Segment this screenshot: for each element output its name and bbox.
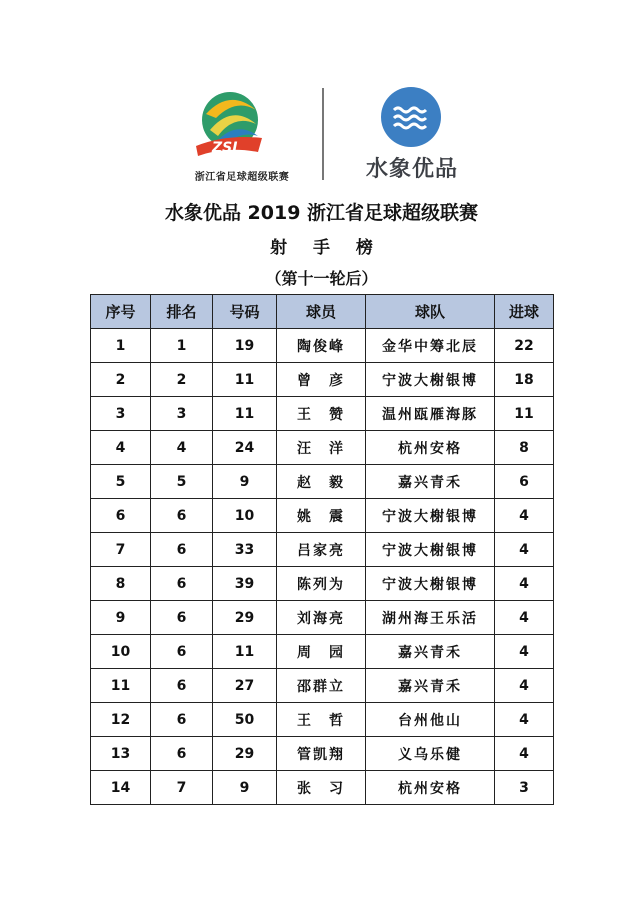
- cell-team: 宁波大榭银博: [366, 533, 495, 567]
- table-row: [91, 669, 554, 703]
- header-index: 序号: [91, 295, 151, 329]
- cell-goals: 3: [495, 771, 554, 805]
- cell-rank: 7: [151, 771, 213, 805]
- cell-index: 4: [91, 431, 151, 465]
- logo-divider: [322, 88, 324, 180]
- cell-number: 10: [213, 499, 277, 533]
- table-row: [91, 363, 554, 397]
- cell-rank: 6: [151, 737, 213, 771]
- cell-player: 周 园: [277, 635, 366, 669]
- cell-goals: 11: [495, 397, 554, 431]
- cell-goals: 4: [495, 635, 554, 669]
- cell-goals: 4: [495, 499, 554, 533]
- cell-team: 宁波大榭银博: [366, 363, 495, 397]
- cell-team: 嘉兴青禾: [366, 635, 495, 669]
- cell-goals: 4: [495, 669, 554, 703]
- cell-number: 9: [213, 771, 277, 805]
- cell-player: 王 赞: [277, 397, 366, 431]
- cell-team: 宁波大榭银博: [366, 567, 495, 601]
- cell-index: 6: [91, 499, 151, 533]
- cell-goals: 4: [495, 703, 554, 737]
- table-row: [91, 499, 554, 533]
- cell-number: 33: [213, 533, 277, 567]
- header-player: 球员: [277, 295, 366, 329]
- cell-team: 义乌乐健: [366, 737, 495, 771]
- cell-rank: 6: [151, 499, 213, 533]
- cell-rank: 5: [151, 465, 213, 499]
- cell-rank: 2: [151, 363, 213, 397]
- zsl-league-logo: [186, 84, 298, 184]
- cell-rank: 3: [151, 397, 213, 431]
- cell-number: 50: [213, 703, 277, 737]
- cell-goals: 4: [495, 601, 554, 635]
- table-row: [91, 465, 554, 499]
- cell-rank: 6: [151, 635, 213, 669]
- cell-index: 2: [91, 363, 151, 397]
- cell-goals: 8: [495, 431, 554, 465]
- cell-team: 杭州安格: [366, 431, 495, 465]
- cell-player: 陈列为: [277, 567, 366, 601]
- cell-index: 3: [91, 397, 151, 431]
- logo-header: [0, 0, 643, 195]
- table-header-row: [91, 295, 554, 329]
- cell-number: 29: [213, 601, 277, 635]
- cell-number: 11: [213, 397, 277, 431]
- header-goals: 进球: [495, 295, 554, 329]
- cell-player: 管凯翔: [277, 737, 366, 771]
- cell-rank: 6: [151, 703, 213, 737]
- cell-rank: 6: [151, 533, 213, 567]
- scorers-table: [90, 294, 554, 805]
- table-row: [91, 635, 554, 669]
- table-row: [91, 329, 554, 363]
- table-row: [91, 703, 554, 737]
- table-row: [91, 397, 554, 431]
- cell-player: 曾 彦: [277, 363, 366, 397]
- round-label: （第十一轮后）: [265, 269, 378, 288]
- water-waves-icon: [380, 86, 442, 148]
- cell-player: 刘海亮: [277, 601, 366, 635]
- cell-player: 姚 震: [277, 499, 366, 533]
- table-row: [91, 533, 554, 567]
- cell-index: 14: [91, 771, 151, 805]
- cell-number: 29: [213, 737, 277, 771]
- cell-goals: 4: [495, 737, 554, 771]
- cell-player: 吕家亮: [277, 533, 366, 567]
- cell-rank: 6: [151, 669, 213, 703]
- cell-rank: 1: [151, 329, 213, 363]
- zsl-caption: 浙江省足球超级联赛: [194, 172, 290, 183]
- cell-player: 赵 毅: [277, 465, 366, 499]
- header-number: 号码: [213, 295, 277, 329]
- sponsor-logo: [352, 86, 472, 186]
- document-subtitle: 射 手 榜: [270, 238, 383, 258]
- cell-goals: 4: [495, 567, 554, 601]
- cell-number: 9: [213, 465, 277, 499]
- cell-player: 邵群立: [277, 669, 366, 703]
- cell-goals: 22: [495, 329, 554, 363]
- cell-index: 1: [91, 329, 151, 363]
- cell-number: 11: [213, 363, 277, 397]
- cell-team: 宁波大榭银博: [366, 499, 495, 533]
- table-row: [91, 567, 554, 601]
- cell-goals: 6: [495, 465, 554, 499]
- cell-index: 13: [91, 737, 151, 771]
- header-team: 球队: [366, 295, 495, 329]
- cell-rank: 6: [151, 567, 213, 601]
- cell-team: 湖州海王乐活: [366, 601, 495, 635]
- sponsor-name: 水象优品: [365, 157, 458, 182]
- cell-player: 陶俊峰: [277, 329, 366, 363]
- table-row: [91, 771, 554, 805]
- cell-team: 嘉兴青禾: [366, 465, 495, 499]
- cell-index: 11: [91, 669, 151, 703]
- cell-number: 24: [213, 431, 277, 465]
- cell-rank: 6: [151, 601, 213, 635]
- cell-rank: 4: [151, 431, 213, 465]
- header-rank: 排名: [151, 295, 213, 329]
- cell-player: 王 哲: [277, 703, 366, 737]
- svg-text:ZSL: ZSL: [212, 140, 242, 156]
- table-row: [91, 737, 554, 771]
- cell-index: 7: [91, 533, 151, 567]
- cell-index: 8: [91, 567, 151, 601]
- cell-player: 汪 洋: [277, 431, 366, 465]
- cell-number: 39: [213, 567, 277, 601]
- cell-player: 张 习: [277, 771, 366, 805]
- cell-number: 11: [213, 635, 277, 669]
- table-row: [91, 601, 554, 635]
- cell-goals: 4: [495, 533, 554, 567]
- cell-index: 9: [91, 601, 151, 635]
- zsl-swirl-icon: [186, 84, 298, 168]
- cell-index: 5: [91, 465, 151, 499]
- cell-goals: 18: [495, 363, 554, 397]
- cell-number: 19: [213, 329, 277, 363]
- cell-team: 嘉兴青禾: [366, 669, 495, 703]
- cell-number: 27: [213, 669, 277, 703]
- cell-team: 温州瓯雁海豚: [366, 397, 495, 431]
- cell-team: 金华中筹北辰: [366, 329, 495, 363]
- cell-team: 台州他山: [366, 703, 495, 737]
- table-row: [91, 431, 554, 465]
- cell-team: 杭州安格: [366, 771, 495, 805]
- cell-index: 12: [91, 703, 151, 737]
- document-title: 水象优品 2019 浙江省足球超级联赛: [164, 202, 479, 224]
- cell-index: 10: [91, 635, 151, 669]
